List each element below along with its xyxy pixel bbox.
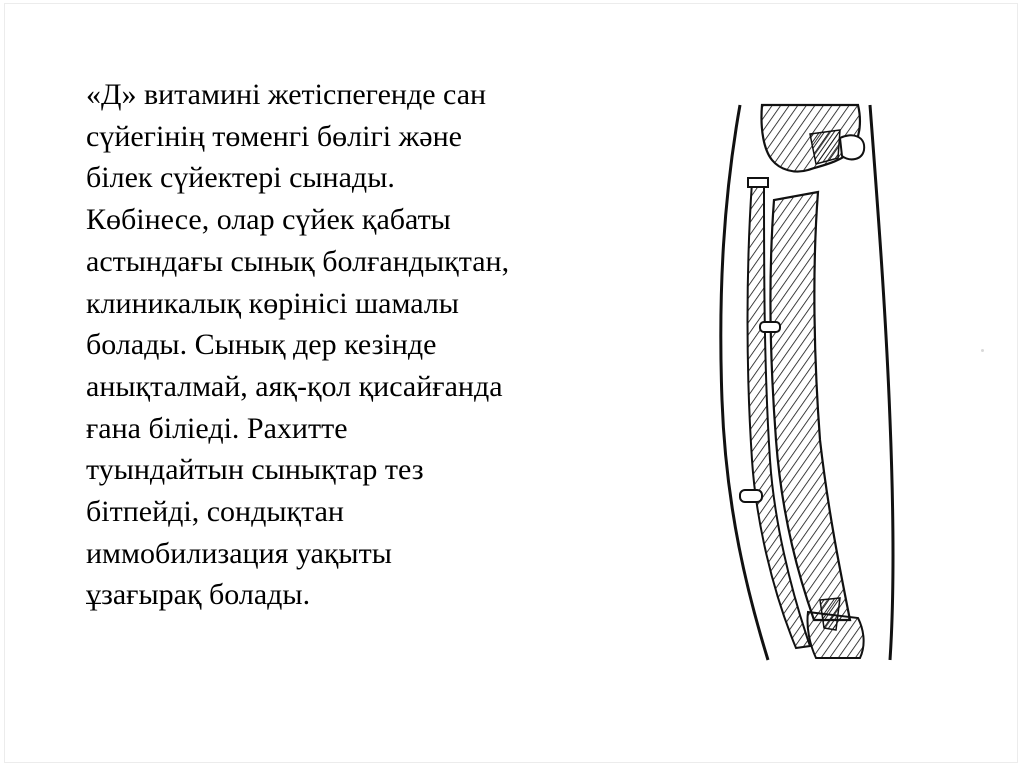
paragraph-line-1: «Д» витамині жетіспегенде сан bbox=[86, 78, 487, 111]
paragraph-line-8: анықталмай, аяқ-қол қисайғанда bbox=[86, 369, 503, 403]
limb-outline-right bbox=[870, 105, 893, 660]
paragraph-line-9: ғана біліеді. Рахитте bbox=[86, 411, 348, 445]
paragraph-line-12: иммобилизация уақыты bbox=[86, 536, 392, 570]
paragraph-line-13: ұзағырақ болады. bbox=[86, 578, 311, 612]
paragraph-line-10: туындайтын сынықтар тез bbox=[86, 453, 424, 487]
elbow-condyle bbox=[840, 135, 864, 159]
paragraph-line-4: Көбінесе, олар сүйек қабаты bbox=[86, 203, 451, 237]
paragraph-line-5: астындағы сынық болғандықтан, bbox=[86, 244, 510, 278]
paragraph-line-11: бітпейді, сондықтан bbox=[86, 495, 344, 529]
paragraph-line-6: клиникалық көрінісі шамалы bbox=[86, 286, 459, 320]
ulna-cap bbox=[748, 178, 768, 187]
elbow-dark-wedge bbox=[810, 130, 840, 164]
paragraph-line-7: болады. Сынық дер кезінде bbox=[86, 328, 437, 362]
fracture-mark-2 bbox=[740, 490, 762, 502]
slide-speck bbox=[981, 349, 984, 352]
wrist-dark-wedge bbox=[820, 598, 840, 630]
body-paragraph bbox=[86, 74, 606, 616]
paragraph-line-3: білек сүйектері сынады. bbox=[86, 161, 395, 195]
fracture-mark-1 bbox=[760, 322, 780, 332]
forearm-bones-illustration bbox=[690, 100, 920, 665]
paragraph-line-2: сүйегінің төменгі бөлігі және bbox=[86, 119, 462, 153]
